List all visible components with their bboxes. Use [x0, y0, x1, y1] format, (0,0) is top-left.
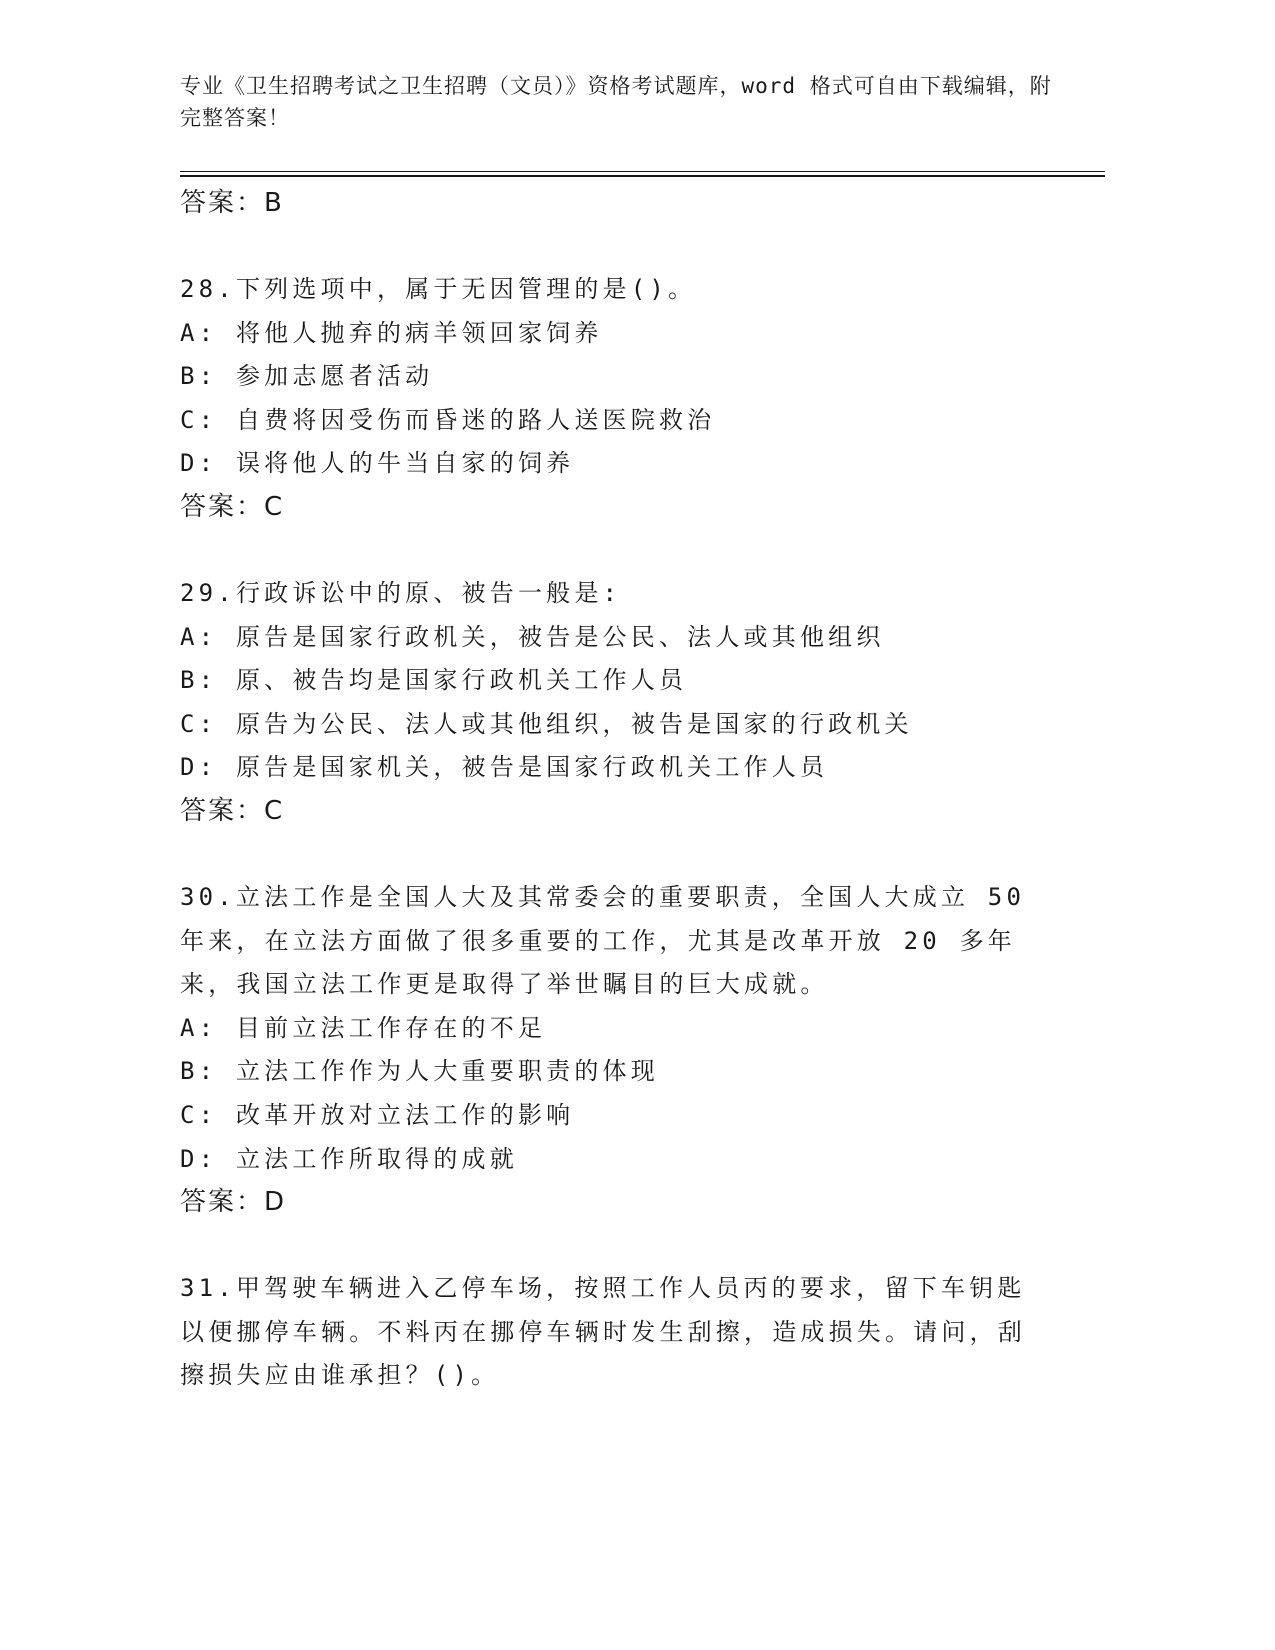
answer-line	[180, 182, 1105, 224]
answer-value: D	[264, 1187, 286, 1218]
option-d: D: 误将他人的牛当自家的饲养	[180, 449, 575, 478]
option-c: C: 原告为公民、法人或其他组织，被告是国家的行政机关	[180, 709, 913, 738]
answer-value: C	[264, 795, 284, 826]
question-block	[180, 268, 1105, 528]
question-stem: 28.下列选项中，属于无因管理的是()。	[180, 275, 697, 303]
option-a: A: 原告是国家行政机关，被告是公民、法人或其他组织	[180, 622, 885, 651]
option-d: D: 立法工作所取得的成就	[180, 1144, 518, 1173]
question-block	[180, 876, 1105, 1223]
option-a: A: 目前立法工作存在的不足	[180, 1013, 547, 1042]
header-divider-thin	[180, 171, 1105, 172]
answer-label: 答案：	[180, 795, 265, 826]
option-c: C: 自费将因受伤而昏迷的路人送医院救治	[180, 405, 716, 434]
question-block	[180, 1267, 1105, 1398]
question-stem: 31.甲驾驶车辆进入乙停车场，按照工作人员丙的要求，留下车钥匙以便挪停车辆。不料丙在挪停车辆时发生刮擦，造成损失。请问，刮擦损失应由谁承担？()。	[180, 1274, 1026, 1390]
option-c: C: 改革开放对立法工作的影响	[180, 1100, 575, 1129]
option-b: B: 参加志愿者活动	[180, 362, 434, 391]
question-list	[180, 182, 1105, 1398]
answer-line	[180, 1181, 1105, 1223]
option-b: B: 立法工作作为人大重要职责的体现	[180, 1057, 659, 1086]
answer-label: 答案：	[180, 1187, 265, 1218]
question-stem: 30.立法工作是全国人大及其常委会的重要职责，全国人大成立 50 年来，在立法方面做了很多重要的工作，尤其是改革开放 20 多年来，我国立法工作更是取得了举世瞩目的巨大成就。	[180, 882, 1026, 999]
answer-value: C	[264, 491, 284, 522]
answer-label: 答案：	[180, 491, 265, 522]
header-divider-thick	[180, 175, 1105, 177]
answer-value: B	[264, 188, 283, 218]
question-block	[180, 572, 1105, 832]
page-header: 专业《卫生招聘考试之卫生招聘（文员）》资格考试题库，word 格式可自由下载编辑，附完整答案！	[180, 74, 1052, 130]
option-b: B: 原、被告均是国家行政机关工作人员	[180, 666, 688, 695]
answer-line	[180, 790, 1105, 832]
option-a: A: 将他人抛弃的病羊领回家饲养	[180, 318, 603, 347]
option-d: D: 原告是国家机关，被告是国家行政机关工作人员	[180, 753, 829, 782]
answer-line	[180, 486, 1105, 528]
question-stem: 29.行政诉讼中的原、被告一般是:	[180, 578, 622, 607]
answer-label: 答案：	[180, 188, 265, 218]
